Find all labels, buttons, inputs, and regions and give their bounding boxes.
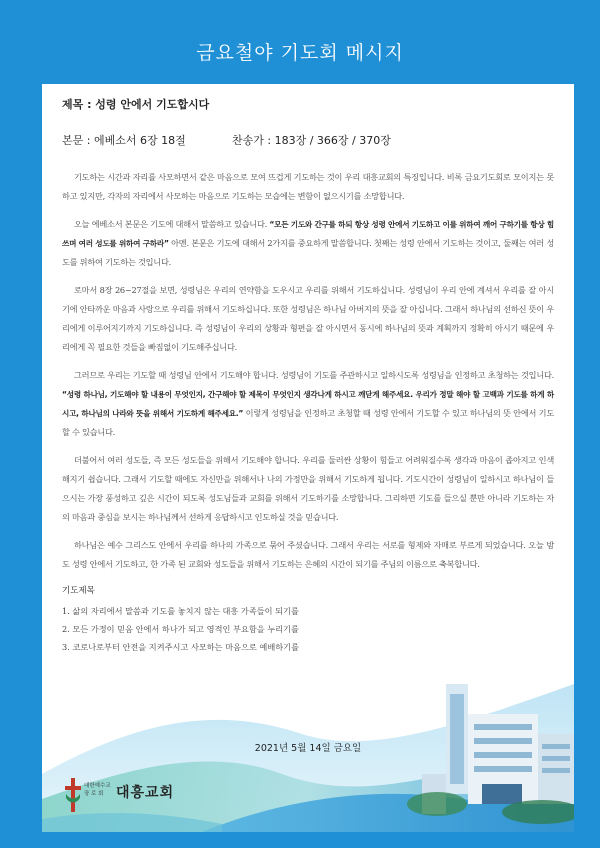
church-name: 대흥교회 xyxy=(116,785,175,801)
paragraph-4 xyxy=(62,366,554,442)
paragraph-5: 더불어서 여러 성도들, 즉 모든 성도들을 위해서 기도해야 합니다. 우리를 둘러싼 상황이 힘들고 어려워질수록 생각과 마음이 좁아지고 인색해지기 쉽습니다. 그래서 기도할 때에도 자신만을 위해서나 나의 가정만을 위해서 기도하게 됩니다. 기도시간이 성령님이 일하시고 하나님이 들으시는 가장 풍성하고 깊은 시간이 되도록 성도님들과 교회를 위해서 기도하기를 소망합니다. 그리하면 기도를 들으실 뿐만 아니라 기도하는 자의 마음과 중심을 보시는 하나님께서 선하게 응답하시고 인도하실 것을 믿습니다. xyxy=(62,455,554,522)
sermon-subject: 제목 : 성령 안에서 기도합시다 xyxy=(62,98,210,111)
scripture-reference: 본문 : 에베소서 6장 18절 xyxy=(62,134,186,147)
paragraph-2-text: 오늘 에베소서 본문은 기도에 대해서 말씀하고 있습니다. xyxy=(74,219,270,229)
denomination-name: 대한예수교 xyxy=(84,783,111,789)
sermon-meta xyxy=(62,132,554,148)
sermon-content xyxy=(62,96,554,656)
paragraph-4-text: 그러므로 우리는 기도할 때 성령님 안에서 기도해야 합니다. 성령님이 기도를 주관하시고 일하시도록 성령님을 인정하고 초청하는 것입니다. xyxy=(74,370,554,380)
paragraph-3: 로마서 8장 26~27절을 보면, 성령님은 우리의 연약함을 도우시고 우리를 위해서 기도하십니다. 성령님이 우리 안에 계셔서 우리를 잘 아시기에 안타까운 마음과 사랑으로 우리를 위해서 기도하십니다. 또한 성령님은 하나님 아버지의 뜻을 잘 아십니다. 그래서 하나님의 선하신 뜻이 우리에게 이루어지기까지 기도하십니다. 즉 성령님이 우리의 상황과 형편을 잘 아시면서 동시에 하나님의 뜻과 계획까지 정확히 아시기 때문에 우리에게 꼭 필요한 것들을 빠짐없이 기도해주십니다. xyxy=(62,285,554,352)
scripture-quote: “모든 기도와 간구를 하되 항상 성령 안에서 기도하고 이를 위하여 깨어 구하기를 항상 힘쓰며 여러 성도를 위하여 구하라” xyxy=(62,220,554,248)
paragraph-2-text-end: 아멘. 본문은 기도에 대해서 2가지를 중요하게 말씀합니다. 첫째는 성령 안에서 기도하는 것이고, 둘째는 여러 성도를 위하여 기도하는 것입니다. xyxy=(62,238,554,267)
prayer-topic: 1. 삶의 자리에서 말씀과 기도를 놓치지 않는 대흥 가족들이 되기를 xyxy=(62,606,299,616)
paragraph-1: 기도하는 시간과 자리를 사모하면서 같은 마음으로 모여 뜨겁게 기도하는 것이 우리 대흥교회의 특징입니다. 비록 금요기도회로 모이지는 못하고 있지만, 각자의 자리에서 사모하는 마음으로 기도하는 모습에는 변함이 없으시기를 소망합니다. xyxy=(62,172,554,201)
prayer-quote: “성령 하나님, 기도해야 할 내용이 무엇인지, 간구해야 할 제목이 무엇인지 생각나게 하시고 깨닫게 해주세요. 우리가 정말 해야 할 고백과 기도를 하게 하시고, 하나님의 나라와 뜻을 위해서 기도하게 해주세요.” xyxy=(62,390,554,418)
paragraph-2 xyxy=(62,215,554,272)
prayer-topic: 3. 코로나로부터 안전을 지켜주시고 사모하는 마음으로 예배하기를 xyxy=(62,642,299,652)
prayer-topic: 2. 모든 가정이 믿음 안에서 하나가 되고 영적인 부요함을 누리기를 xyxy=(62,624,299,634)
paragraph-4-text-end: 이렇게 성령님을 인정하고 초청할 때 성령 안에서 기도할 수 있고 하나님의 뜻 안에서 기도할 수 있습니다. xyxy=(62,408,554,437)
message-sheet xyxy=(42,84,574,832)
church-logo xyxy=(64,776,204,816)
message-date: 2021년 5월 14일 금요일 xyxy=(254,743,362,754)
cross-logo-icon xyxy=(64,778,82,812)
hymn-numbers: 찬송가 : 183장 / 366장 / 370장 xyxy=(232,134,391,147)
prayer-topics-title: 기도제목 xyxy=(62,586,95,596)
denomination-sub: 장 로 회 xyxy=(84,791,104,797)
paragraph-6: 하나님은 예수 그리스도 안에서 우리를 하나의 가족으로 묶어 주셨습니다. 그래서 우리는 서로를 형제와 자매로 부르게 되었습니다. 오늘 밤도 성령 안에서 기도하고, 한 가족 된 교회와 성도들을 위해서 기도하는 은혜의 시간이 되기를 주님의 이름으로 축복합니다. xyxy=(62,540,554,569)
page-title: 금요철야 기도회 메시지 xyxy=(196,42,404,64)
